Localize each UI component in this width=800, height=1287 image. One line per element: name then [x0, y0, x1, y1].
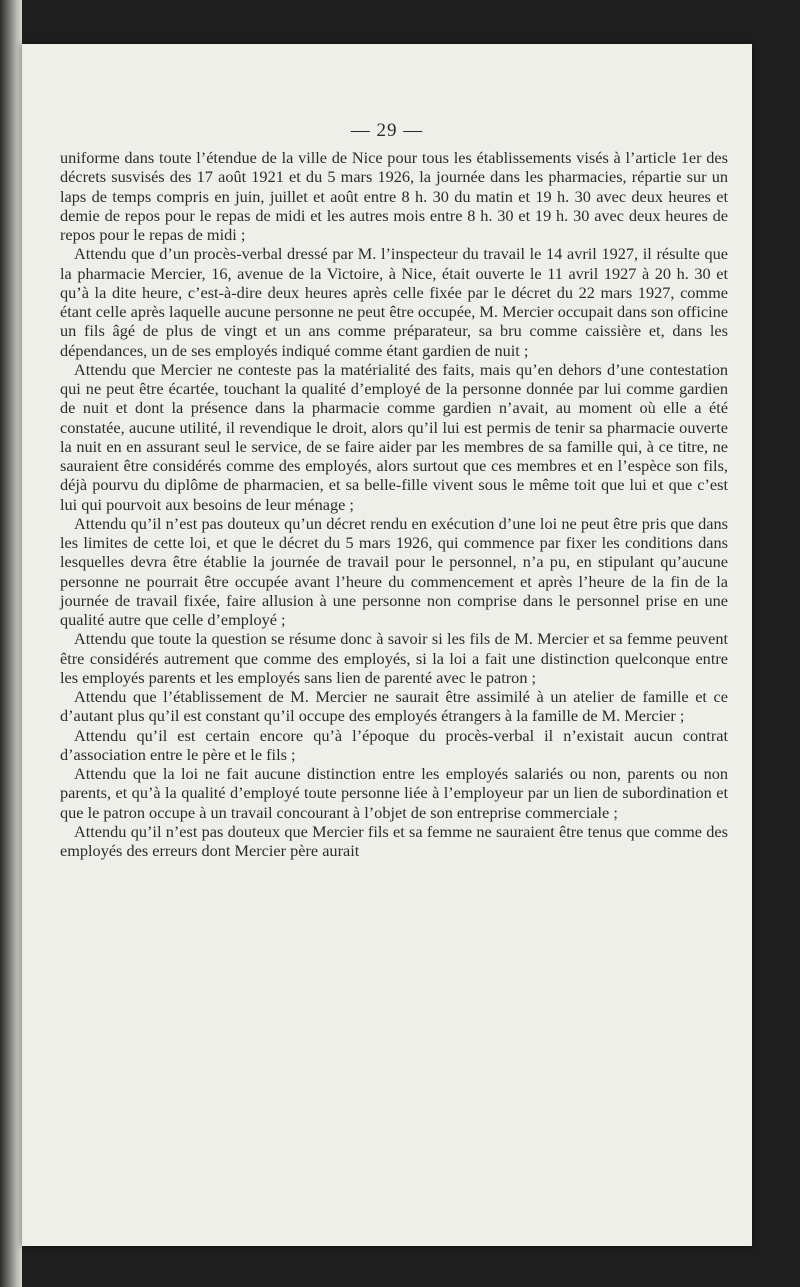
book-spine-edge	[0, 0, 22, 1287]
paragraph: Attendu que Mercier ne conteste pas la matérialité des faits, mais qu’en dehors d’une contestation qui ne peut être écartée, touchant la qualité d’employé de la personne donnée par lui comme gardien de nuit et dont la présence dans la pharmacie comme gardien n’avait, au moment où elle a été constatée, aucune utilité, il revendique le droit, alors qu’il lui est permis de tenir sa pharmacie ouverte la nuit en en assurant seul le service, de se faire aider par les membres de sa famille qui, à ce titre, ne sauraient être considérés comme des employés, alors surtout que ces membres et en l’espèce son fils, déjà pourvu du diplôme de pharmacien, et sa belle-fille vivent sous le même toit que lui et que c’est lui qui pourvoit aux besoins de leur ménage ;	[60, 359, 728, 514]
paragraph: Attendu que d’un procès-verbal dressé par M. l’inspecteur du travail le 14 avril 1927, il résulte que la pharmacie Mercier, 16, avenue de la Victoire, à Nice, était ouverte le 11 avril 1927 à 20 h. 30 et qu’à la dite heure, c’est-à-dire deux heures après celle fixée par le décret du 22 mars 1927, comme étant celle après laquelle aucune personne ne peut être occupée, M. Mercier occupait dans son officine un fils âgé de plus de vingt et un ans comme préparateur, sa bru comme caissière et, dans les dépendances, un de ses employés indiqué comme étant gardien de nuit ;	[60, 244, 728, 360]
paragraph: Attendu que la loi ne fait aucune distinction entre les employés salariés ou non, parents ou non parents, et qu’à la qualité d’employé toute personne liée à l’employeur par un lien de subordination et que le patron occupe à un travail concourant à l’objet de son entreprise commerciale ;	[60, 764, 728, 822]
page-body	[60, 148, 728, 860]
document-page	[22, 44, 752, 1246]
page-number: — 29 —	[350, 120, 424, 141]
paragraph: uniforme dans toute l’étendue de la ville de Nice pour tous les établissements visés à l’article 1er des décrets susvisés des 17 août 1921 et du 5 mars 1926, la journée dans les pharmacies, répartie sur un laps de temps compris en juin, juillet et août entre 8 h. 30 du matin et 19 h. 30 avec deux heures et demie de repos pour le repas de midi et les autres mois entre 8 h. 30 et 19 h. 30 avec deux heures de repos pour le repas de midi ;	[60, 148, 728, 244]
paragraph: Attendu qu’il n’est pas douteux que Mercier fils et sa femme ne sauraient être tenus que comme des employés des erreurs dont Mercier père aurait	[60, 821, 728, 860]
paragraph: Attendu que l’établissement de M. Mercier ne saurait être assimilé à un atelier de famille et ce d’autant plus qu’il est constant qu’il occupe des employés étrangers à la famille de M. Mercier ;	[60, 687, 728, 726]
paragraph: Attendu qu’il est certain encore qu’à l’époque du procès-verbal il n’existait aucun contrat d’association entre le père et le fils ;	[60, 725, 728, 764]
paragraph: Attendu qu’il n’est pas douteux qu’un décret rendu en exécution d’une loi ne peut être pris que dans les limites de cette loi, et que le décret du 5 mars 1926, qui commence par fixer les conditions dans lesquelles devra être établie la journée de travail pour le personnel, n’a pu, en stipulant qu’aucune personne ne pourrait être occupée avant l’heure du commencement et après l’heure de la fin de la journée de travail fixée, faire allusion à une personne non comprise dans le personnel prise en une qualité autre que celle d’employé ;	[60, 513, 728, 629]
paragraph: Attendu que toute la question se résume donc à savoir si les fils de M. Mercier et sa femme peuvent être considérés autrement que comme des employés, si la loi a fait une distinction quelconque entre les employés parents et les employés sans lien de parenté avec le patron ;	[60, 629, 728, 687]
